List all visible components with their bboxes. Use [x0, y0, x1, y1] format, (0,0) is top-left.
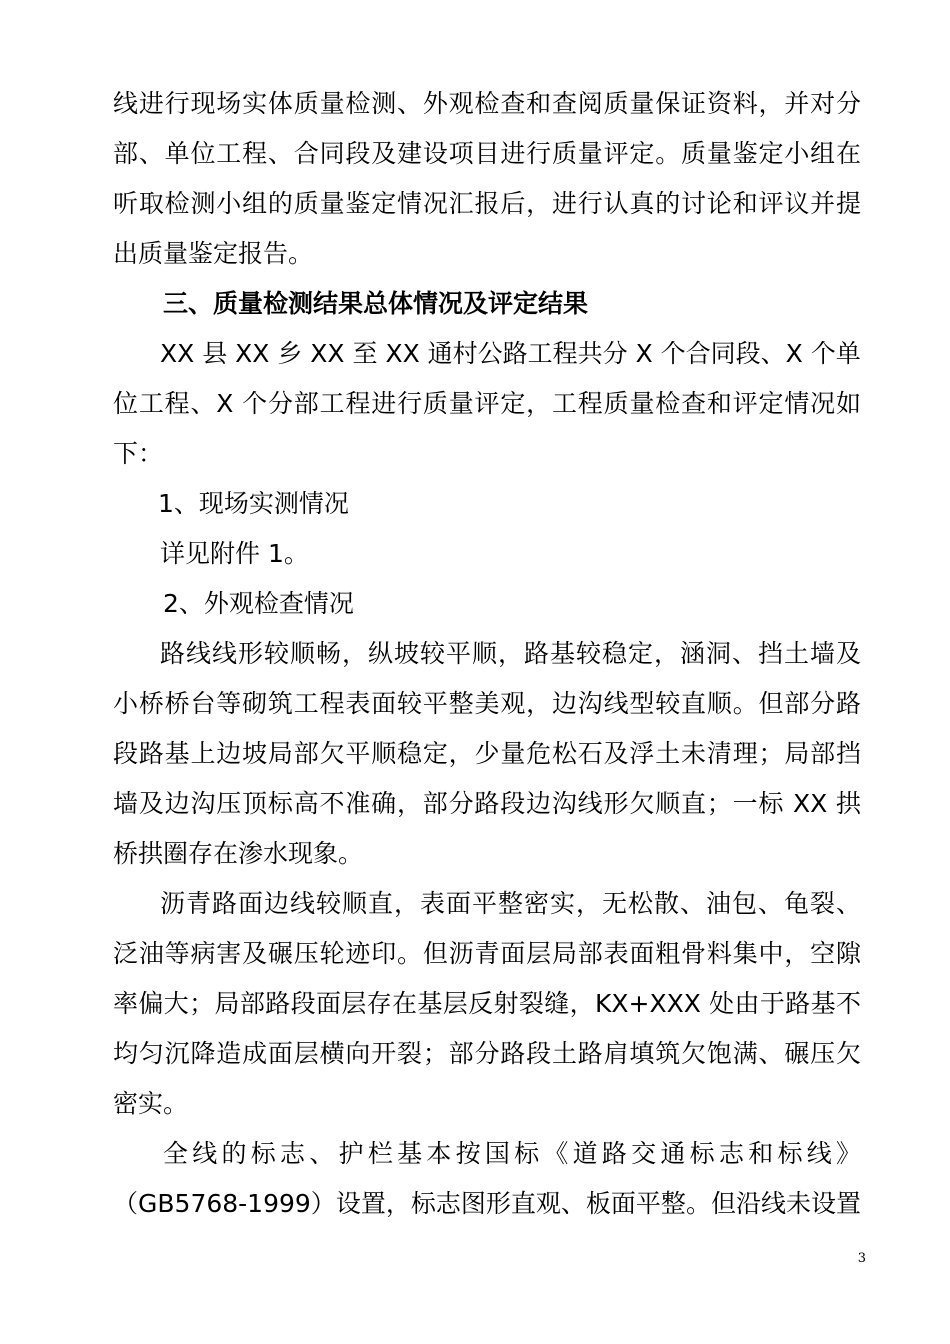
paragraph-line: 出质量鉴定报告。 — [113, 239, 314, 268]
paragraph-line: 位工程、X 个分部工程进行质量评定，工程质量检查和评定情况如 — [113, 389, 861, 418]
paragraph-line: 密实。 — [113, 1089, 189, 1118]
paragraph-line: 下： — [113, 439, 164, 468]
paragraph-line: 段路基上边坡局部欠平顺稳定，少量危松石及浮土未清理；局部挡 — [113, 739, 861, 768]
subsection-heading: 2、外观检查情况 — [163, 589, 354, 618]
paragraph-line: 泛油等病害及碾压轮迹印。但沥青面层局部表面粗骨料集中，空隙 — [113, 939, 861, 968]
paragraph-line: 听取检测小组的质量鉴定情况汇报后，进行认真的讨论和评议并提 — [113, 189, 861, 218]
paragraph-line: XX 县 XX 乡 XX 至 XX 通村公路工程共分 X 个合同段、X 个单 — [160, 339, 861, 368]
paragraph-line: 全线的标志、护栏基本按国标《道路交通标志和标线》 — [163, 1139, 861, 1168]
page-number: 3 — [857, 1251, 866, 1266]
section-heading: 三、质量检测结果总体情况及评定结果 — [163, 289, 589, 318]
paragraph-line: （GB5768-1999）设置，标志图形直观、板面平整。但沿线未设置 — [113, 1189, 861, 1218]
paragraph-line: 率偏大；局部路段面层存在基层反射裂缝，KX+XXX 处由于路基不 — [113, 989, 861, 1018]
paragraph-line: 部、单位工程、合同段及建设项目进行质量评定。质量鉴定小组在 — [113, 139, 861, 168]
paragraph-line: 沥青路面边线较顺直，表面平整密实，无松散、油包、龟裂、 — [160, 889, 861, 918]
paragraph-line: 桥拱圈存在渗水现象。 — [113, 839, 364, 868]
paragraph-line: 详见附件 1。 — [160, 539, 309, 568]
subsection-heading: 1、现场实测情况 — [158, 489, 349, 518]
paragraph-line: 线进行现场实体质量检测、外观检查和查阅质量保证资料，并对分 — [113, 89, 861, 118]
paragraph-line: 路线线形较顺畅，纵坡较平顺，路基较稳定，涵洞、挡土墙及 — [160, 639, 861, 668]
paragraph-line: 小桥桥台等砌筑工程表面较平整美观，边沟线型较直顺。但部分路 — [113, 689, 861, 718]
paragraph-line: 均匀沉降造成面层横向开裂；部分路段土路肩填筑欠饱满、碾压欠 — [113, 1039, 861, 1068]
paragraph-line: 墙及边沟压顶标高不准确，部分路段边沟线形欠顺直；一标 XX 拱 — [113, 789, 861, 818]
